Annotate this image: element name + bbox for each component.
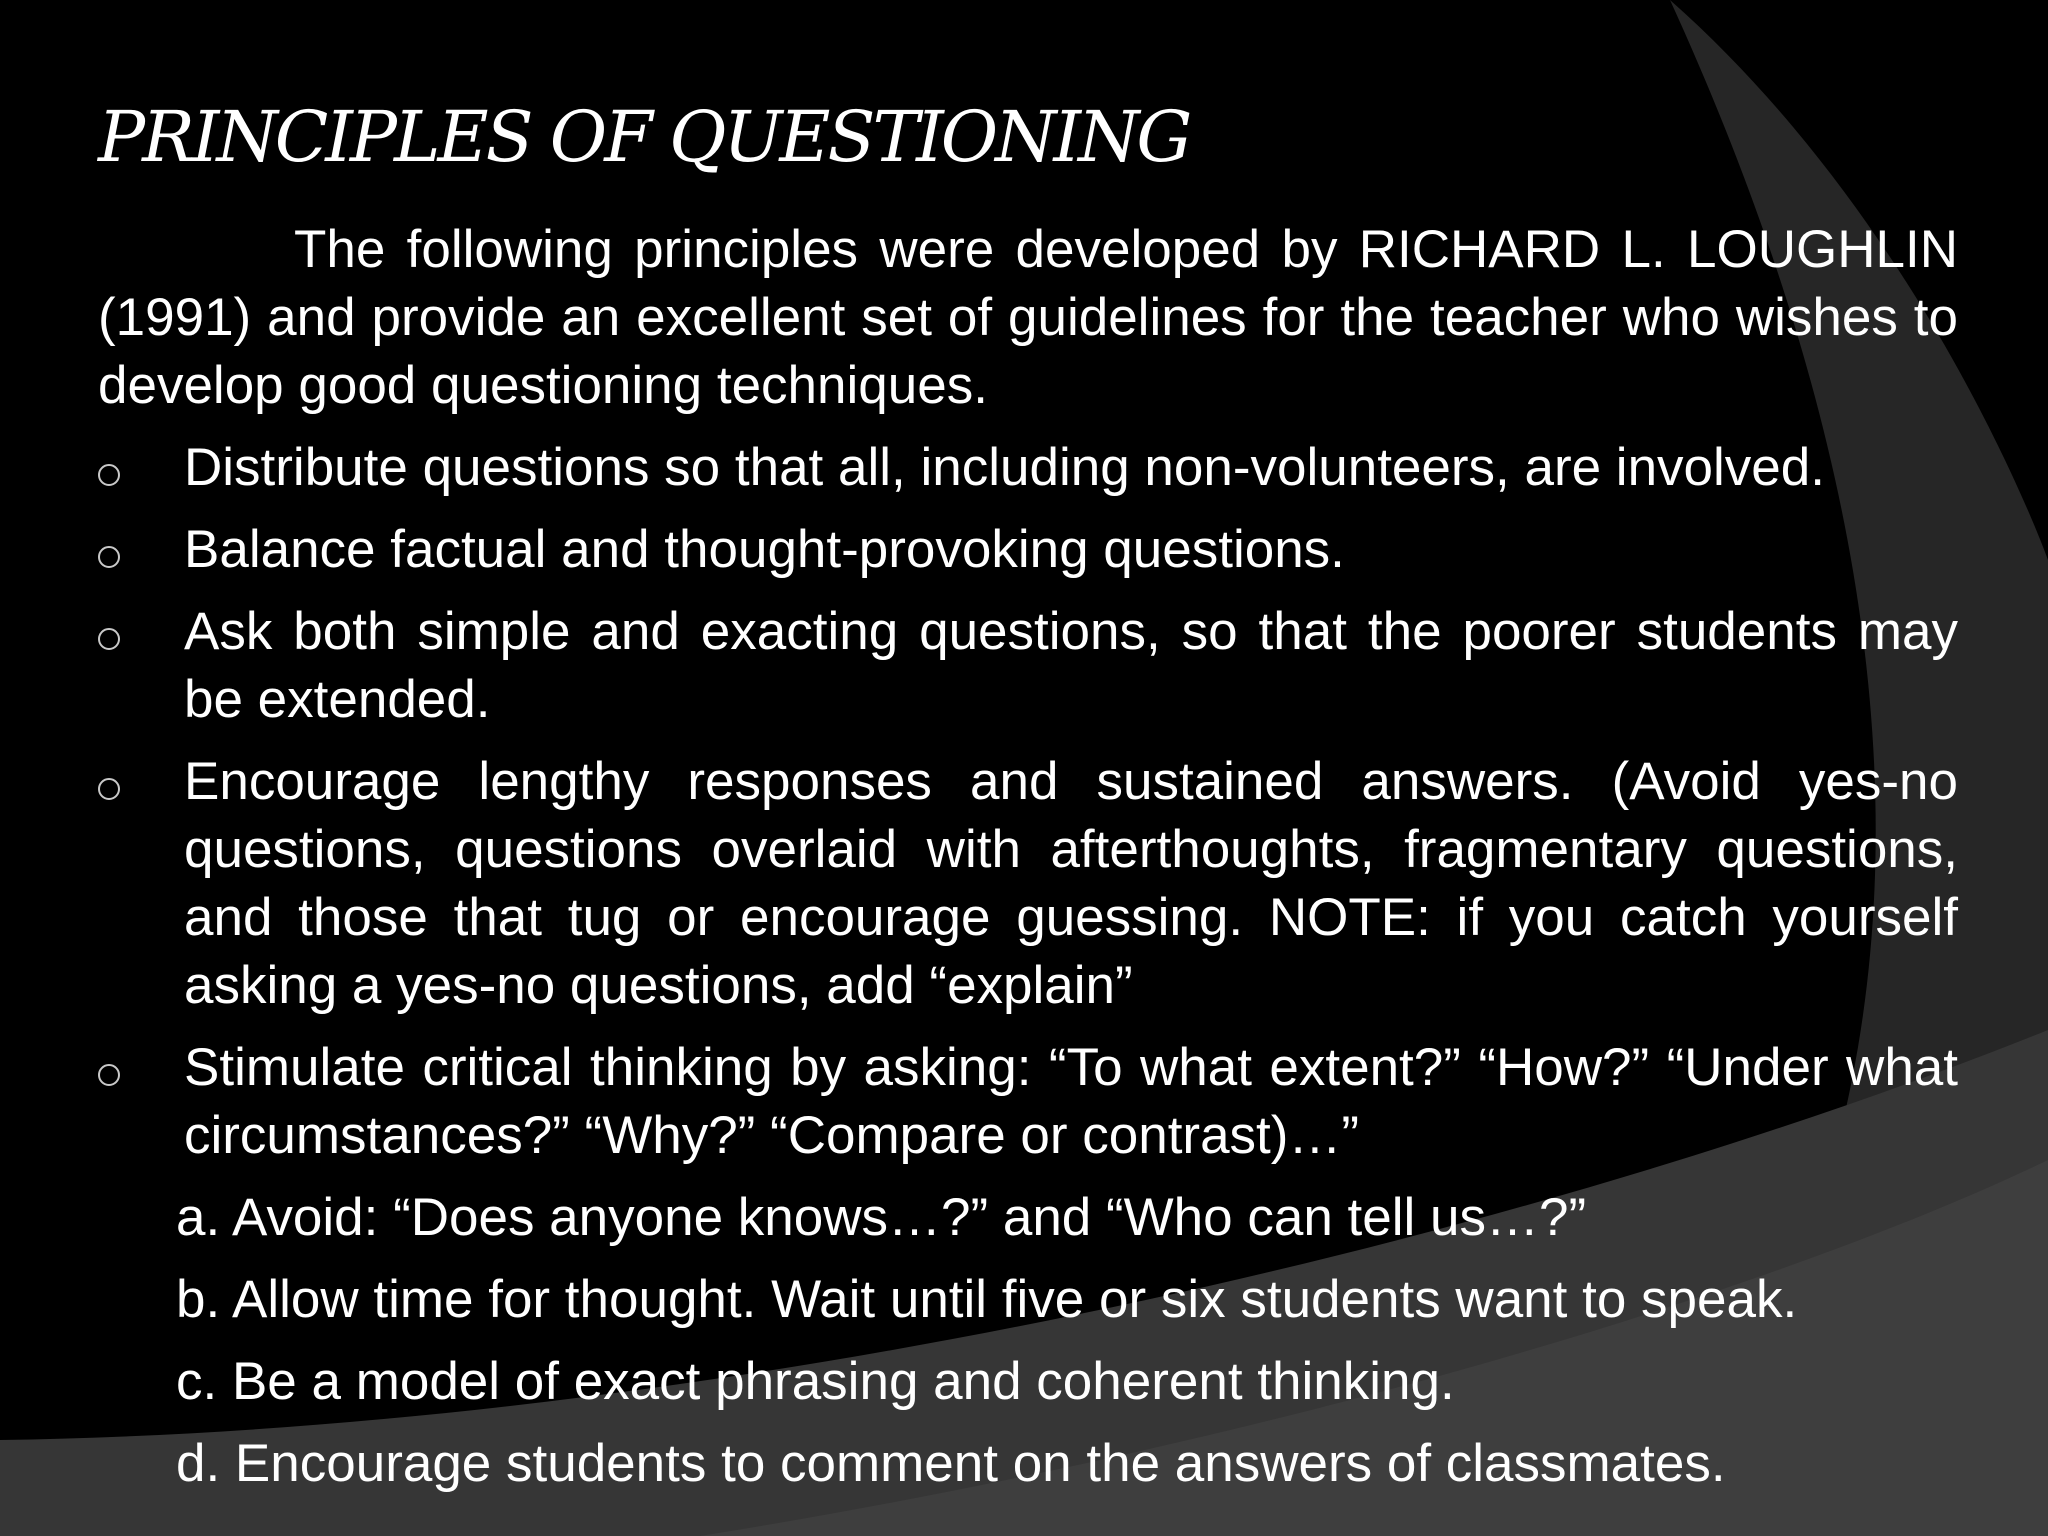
bullet-text: Balance factual and thought-provoking questions. xyxy=(184,520,1345,579)
circle-bullet-icon xyxy=(98,1064,120,1086)
bullet-item xyxy=(98,434,1958,502)
sub-item: b. Allow time for thought. Wait until five or six students want to speak. xyxy=(176,1270,1798,1329)
sub-item: a. Avoid: “Does anyone knows…?” and “Who can tell us…?” xyxy=(176,1188,1587,1247)
circle-bullet-icon xyxy=(98,464,120,486)
circle-bullet-icon xyxy=(98,546,120,568)
intro-paragraph: The following principles were developed by RICHARD L. LOUGHLIN (1991) and provide an excellent set of guidelines for the teacher who wishes to develop good questioning techniques. xyxy=(98,220,1958,415)
sub-item-list xyxy=(176,1184,1976,1512)
sub-item: c. Be a model of exact phrasing and coherent thinking. xyxy=(176,1352,1455,1411)
circle-bullet-icon xyxy=(98,628,120,650)
bullet-text: Ask both simple and exacting questions, so that the poorer students may be extended. xyxy=(184,602,1958,729)
bullet-text: Distribute questions so that all, including non-volunteers, are involved. xyxy=(184,438,1825,497)
bullet-item xyxy=(98,748,1958,1020)
bullet-text: Stimulate critical thinking by asking: “To what extent?” “How?” “Under what circumstances?” “Why?” “Compare or contrast)…” xyxy=(184,1038,1958,1165)
bullet-text: Encourage lengthy responses and sustained answers. (Avoid yes-no questions, questions overlaid with afterthoughts, fragmentary questions, and those that tug or encourage guessing. NOTE: if you catch yourself asking a yes-no questions, add “explain” xyxy=(184,752,1958,1015)
slide-title: PRINCIPLES OF QUESTIONING xyxy=(98,96,1190,178)
bullet-item xyxy=(98,1034,1958,1170)
circle-bullet-icon xyxy=(98,778,120,800)
bullet-item xyxy=(98,516,1958,584)
sub-item: d. Encourage students to comment on the answers of classmates. xyxy=(176,1434,1726,1493)
bullet-list xyxy=(98,434,1958,1170)
bullet-item xyxy=(98,598,1958,734)
